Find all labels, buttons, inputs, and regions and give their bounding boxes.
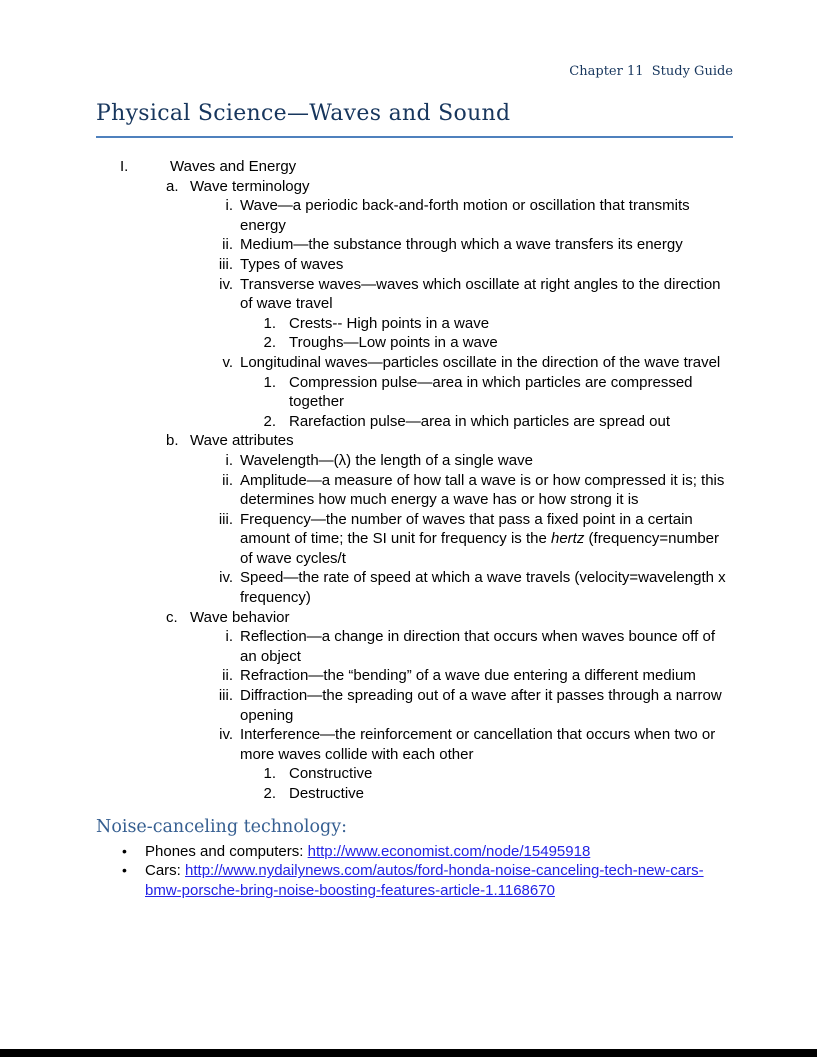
noise-canceling-heading: Noise-canceling technology: [96, 816, 347, 837]
outline-section [96, 177, 733, 197]
list-item [96, 861, 733, 900]
outline-subitem-text: Troughs—Low points in a wave [289, 334, 498, 352]
list-marker: v. [222, 353, 233, 371]
list-marker: I. [120, 158, 129, 175]
list-marker: b. [166, 432, 179, 450]
italic-term: hertz [551, 530, 585, 548]
outline-item-text: Longitudinal waves—particles oscillate in the direction of the wave travel [240, 353, 721, 371]
outline-item [96, 686, 733, 725]
outline-item [96, 510, 733, 569]
outline-item-text: Amplitude—a measure of how tall a wave is or how compressed it is; this determines how much energy a wave has or how strong it is [240, 471, 725, 509]
outline-item-text: Medium—the substance through which a wave transfers its energy [240, 236, 683, 254]
outline-item-text [240, 510, 733, 569]
outline-item [96, 471, 733, 510]
bullet-icon: • [122, 862, 127, 879]
outline-item [96, 725, 733, 764]
outline-subitem-text: Constructive [289, 765, 373, 783]
outline-subitem [96, 373, 733, 412]
outline-section-label: Wave terminology [190, 177, 310, 195]
outline-subitem-text: Crests-- High points in a wave [289, 314, 490, 332]
list-marker: i. [225, 451, 233, 469]
outline-section [96, 608, 733, 628]
list-marker: iii. [218, 687, 233, 705]
list-marker: a. [166, 177, 179, 195]
page-header [96, 64, 733, 80]
list-marker: ii. [222, 471, 233, 489]
page-title: Physical Science—Waves and Sound [96, 101, 733, 138]
list-marker: c. [166, 608, 178, 626]
outline-item-text: Types of waves [240, 255, 344, 273]
list-marker: 2. [263, 334, 276, 352]
list-marker: iv. [219, 569, 233, 587]
outline-item [96, 235, 733, 255]
outline-item-text: Wave—a periodic back-and-forth motion or oscillation that transmits energy [240, 197, 690, 234]
bottom-edge-bar [0, 1049, 817, 1057]
list-marker: 2. [263, 412, 276, 430]
list-marker: 2. [263, 785, 276, 802]
list-marker: 1. [263, 314, 276, 332]
outline-root-item [96, 157, 733, 177]
outline-item [96, 275, 733, 314]
outline-item-text: Refraction—the “bending” of a wave due entering a different medium [240, 667, 696, 685]
bullet-icon: • [122, 842, 127, 859]
list-marker: i. [225, 197, 233, 215]
outline-item [96, 255, 733, 275]
bullet-content [145, 861, 733, 900]
list-marker: iv. [219, 275, 233, 293]
outline-item [96, 568, 733, 607]
outline-subitem [96, 333, 733, 353]
outline-subitem [96, 764, 733, 784]
outline-item [96, 353, 733, 373]
list-marker: iii. [218, 255, 233, 273]
outline-section-label: Wave behavior [190, 608, 290, 626]
outline-item-text: Speed—the rate of speed at which a wave travels (velocity=wavelength x frequency) [240, 569, 726, 607]
bullet-content [145, 842, 733, 862]
outline-item-text: Interference—the reinforcement or cancellation that occurs when two or more waves collide with each other [240, 726, 716, 763]
text-segment: (frequency=number of wave cycles/t [240, 530, 720, 567]
outline-section [96, 431, 733, 451]
header-text: Chapter 11 Study Guide [569, 64, 733, 79]
outline-subitem-text: Destructive [289, 785, 365, 802]
economist-link[interactable]: http://www.economist.com/node/15495918 [307, 842, 591, 860]
outline-item [96, 196, 733, 235]
list-marker: 1. [263, 373, 276, 391]
nydailynews-link[interactable]: http://www.nydailynews.com/autos/ford-honda-noise-canceling-tech-new-cars-bmw-porsche-bring-noise-boosting-features-article-1.1168670 [145, 862, 704, 899]
outline-subitem-text: Rarefaction pulse—area in which particles are spread out [289, 412, 671, 430]
outline-item [96, 666, 733, 686]
outline-section-label: Wave attributes [190, 432, 294, 450]
outline-subitem [96, 412, 733, 432]
list-marker: iv. [219, 726, 233, 744]
outline [96, 157, 733, 804]
list-item [96, 842, 733, 862]
outline-item [96, 627, 733, 666]
outline-item-text: Diffraction—the spreading out of a wave after it passes through a narrow opening [240, 687, 722, 724]
bullet-label: Cars: [145, 862, 186, 880]
outline-item-text: Wavelength—(λ) the length of a single wave [240, 451, 533, 469]
list-marker: ii. [222, 667, 233, 685]
list-marker: ii. [222, 236, 233, 254]
outline-subitem [96, 784, 733, 804]
outline-item [96, 451, 733, 471]
outline-item-text: Transverse waves—waves which oscillate at right angles to the direction of wave travel [240, 275, 721, 313]
outline-subitem [96, 314, 733, 334]
outline-item-text: Reflection—a change in direction that occurs when waves bounce off of an object [240, 628, 716, 665]
outline-subitem-text: Compression pulse—area in which particles are compressed together [289, 373, 693, 411]
list-marker: i. [225, 628, 233, 646]
list-marker: 1. [263, 765, 276, 783]
text-segment: Frequency—the number of waves that pass a fixed point in a certain amount of time; the SI unit for frequency is the [240, 510, 693, 548]
list-marker: iii. [218, 510, 233, 528]
noise-canceling-links-list [96, 842, 733, 901]
bullet-label: Phones and computers: [145, 842, 308, 860]
outline-root-label: Waves and Energy [170, 158, 297, 175]
